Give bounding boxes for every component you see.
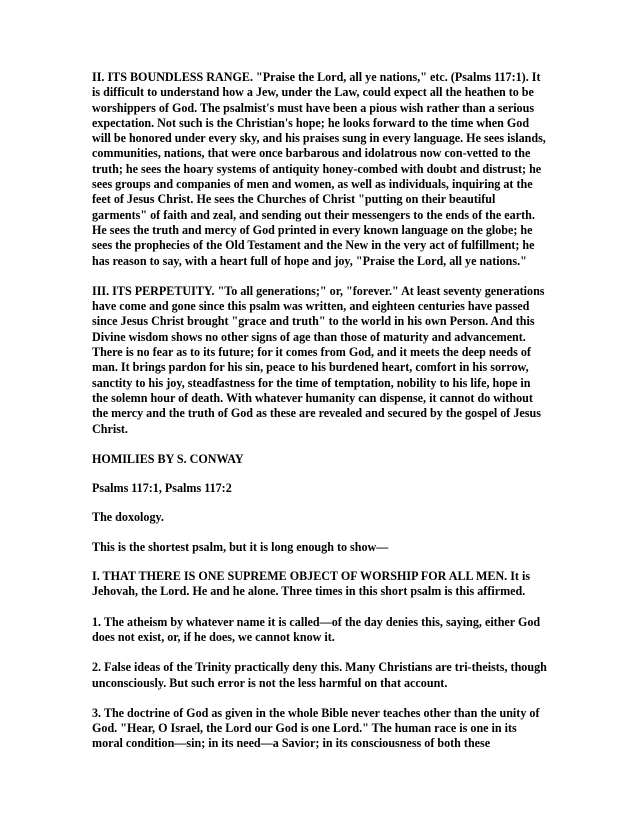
document-page: [92, 70, 548, 767]
point-doctrine-of-god: 3. The doctrine of God as given in the whole Bible never teaches other than the unity of God. "Hear, O Israel, the Lord our God is one Lord." The human race is one in its moral condition—sin; in its need—a Savior; in its consciousness of both these: [92, 705, 540, 751]
point-one-supreme-object: I. THAT THERE IS ONE SUPREME OBJECT OF WORSHIP FOR ALL MEN. It is Jehovah, the Lord. He and he alone. Three times in this short psalm is this affirmed.: [92, 569, 531, 599]
subtitle-doxology: The doxology.: [92, 510, 164, 525]
paragraph-perpetuity: III. ITS PERPETUITY. "To all generations;" or, "forever." At least seventy generations have come and gone since this psalm was written, and eighteen centuries have passed since Jesus Christ brought "grace and truth" to the world in his own Person. And this Divine wisdom shows no other signs of age than those of maturity and advancement. There is no fear as to its future; for it comes from God, and it meets the deep needs of man. It brings pardon for his sin, peace to his burdened heart, comfort in his sorrow, sanctity to his joy, steadfastness for the time of temptation, nobility to his life, hope in the solemn hour of death. With whatever humanity can dispense, it cannot do without the mercy and the truth of God as these are revealed and secured by the gospel of Jesus Christ.: [92, 283, 545, 436]
point-trinity: 2. False ideas of the Trinity practically deny this. Many Christians are tri-theists, though unconsciously. But such error is not the less harmful on that account.: [92, 660, 547, 690]
point-atheism: 1. The atheism by whatever name it is called—of the day denies this, saying, either God does not exist, or, if he does, we cannot know it.: [92, 614, 541, 644]
paragraph-boundless-range: II. ITS BOUNDLESS RANGE. "Praise the Lord, all ye nations," etc. (Psalms 117:1). It is difficult to understand how a Jew, under the Law, could expect all the heathen to be worshippers of God. The psalmist's must have been a pious wish rather than a serious expectation. Not such is the Christian's hope; he looks forward to the time when God will be honored under every sky, and his praises sung in every language. He sees islands, communities, nations, that were once barbarous and idolatrous now con-vetted to the truth; he sees the hoary systems of antiquity honey-combed with doubt and distrust; he sees groups and companies of men and women, as well as individuals, inquiring at the feet of Jesus Christ. He sees the Churches of Christ "putting on their beautiful garments" of faith and zeal, and sending out their messengers to the ends of the earth. He sees the truth and mercy of God printed in every known language on the globe; he sees the prophecies of the Old Testament and the New in the very act of fulfillment; he has reason to say, with a heart full of hope and joy, "Praise the Lord, all ye nations.": [92, 70, 546, 268]
intro-line: This is the shortest psalm, but it is long enough to show—: [92, 539, 389, 554]
section-heading-homilies: HOMILIES BY S. CONWAY: [92, 451, 244, 466]
scripture-reference: Psalms 117:1, Psalms 117:2: [92, 481, 232, 496]
